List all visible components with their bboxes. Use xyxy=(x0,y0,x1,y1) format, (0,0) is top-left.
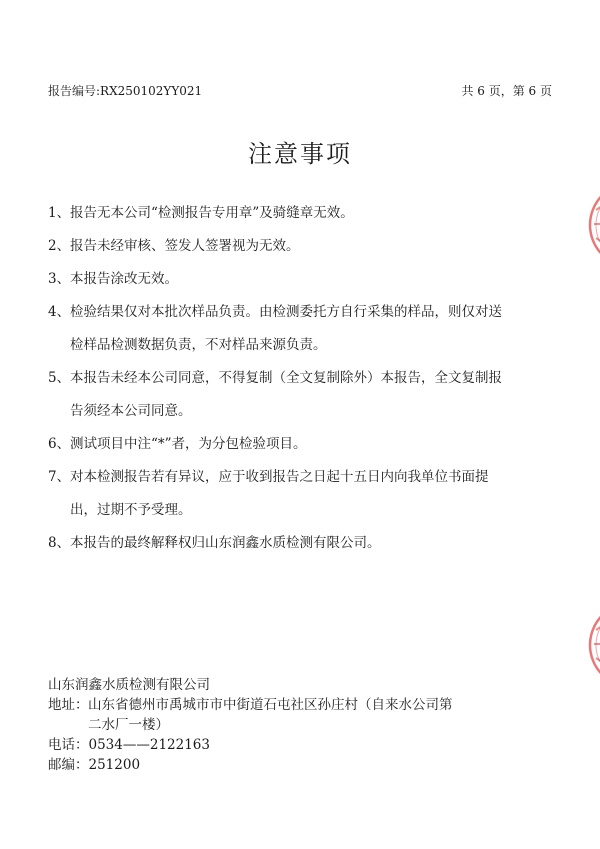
notice-number: 3、 xyxy=(48,271,71,287)
company-name: 山东润鑫水质检测有限公司 xyxy=(48,677,210,693)
notice-item xyxy=(48,368,558,421)
notice-number: 6、 xyxy=(48,436,71,452)
notice-text: 本报告涂改无效。 xyxy=(70,271,178,287)
page-title: 注意事项 xyxy=(248,140,352,168)
company-footer xyxy=(48,675,518,775)
company-postcode: 邮编：251200 xyxy=(48,757,141,773)
notice-item xyxy=(48,236,558,256)
notice-text-continued: 告须经本公司同意。 xyxy=(70,403,192,419)
page-header xyxy=(48,82,552,102)
notice-item xyxy=(48,467,558,520)
notice-number: 7、 xyxy=(48,469,71,485)
seam-seal-bottom xyxy=(574,600,600,690)
notice-item xyxy=(48,533,558,553)
notice-number: 2、 xyxy=(48,238,71,254)
notice-text: 报告未经审核、签发人签署视为无效。 xyxy=(70,238,300,254)
notice-number: 8、 xyxy=(48,535,71,551)
notice-text: 报告无本公司“检测报告专用章”及骑缝章无效。 xyxy=(70,205,354,221)
notice-number: 1、 xyxy=(48,205,71,221)
notice-list xyxy=(48,203,558,553)
notice-number: 5、 xyxy=(48,370,71,386)
notice-item xyxy=(48,302,558,355)
notice-item xyxy=(48,203,558,223)
company-phone: 电话：0534——2122163 xyxy=(48,737,210,753)
address-line-1: 山东省德州市禹城市市中街道石屯社区孙庄村（自来水公司第 xyxy=(88,697,453,713)
address-line-2: 二水厂一楼） xyxy=(88,717,169,733)
report-number: 报告编号:RX250102YY021 xyxy=(48,84,203,98)
notice-text-continued: 检样品检测数据负责，不对样品来源负责。 xyxy=(70,337,327,353)
notice-number: 4、 xyxy=(48,304,71,320)
seam-seal-top xyxy=(574,180,600,270)
notice-item xyxy=(48,269,558,289)
address-label: 地址： xyxy=(48,697,89,713)
notice-text: 本报告未经本公司同意，不得复制（全文复制除外）本报告，全文复制报 xyxy=(70,370,502,386)
company-address xyxy=(48,695,518,735)
notice-text: 测试项目中注“*”者，为分包检验项目。 xyxy=(70,436,307,452)
notice-text: 检验结果仅对本批次样品负责。由检测委托方自行采集的样品，则仅对送 xyxy=(70,304,502,320)
notice-item xyxy=(48,434,558,454)
notice-text: 本报告的最终解释权归山东润鑫水质检测有限公司。 xyxy=(70,535,381,551)
notice-text-continued: 出，过期不予受理。 xyxy=(70,502,192,518)
page-info: 共 6 页，第 6 页 xyxy=(461,84,552,98)
notice-text: 对本检测报告若有异议，应于收到报告之日起十五日内向我单位书面提 xyxy=(70,469,489,485)
